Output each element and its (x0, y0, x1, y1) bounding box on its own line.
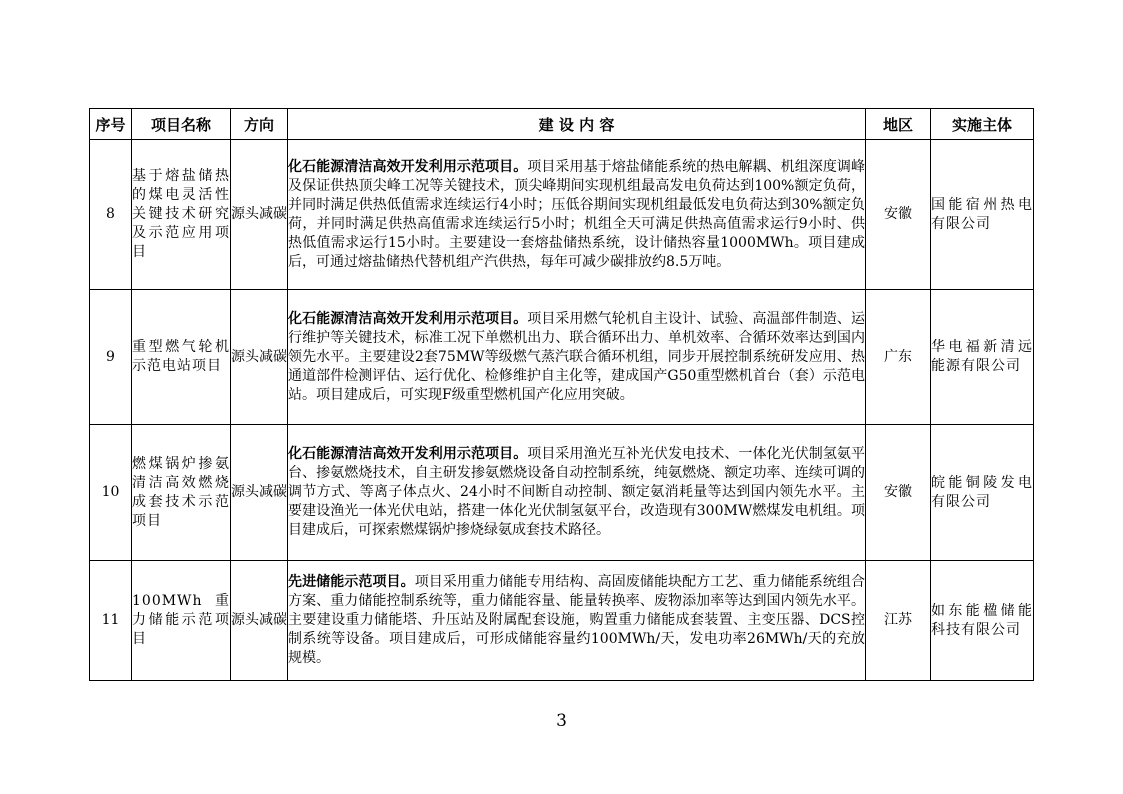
row-project-name: 100MWh重力储能示范项目 (132, 561, 231, 681)
header-seq: 序号 (90, 109, 132, 140)
header-region: 地区 (866, 109, 931, 140)
page-number: 3 (556, 711, 567, 731)
table-row (90, 140, 1034, 290)
content-body: 项目采用基于熔盐储能系统的热电解耦、机组深度调峰及保证供热顶尖峰工况等关键技术，顶尖峰期间实现机组最高发电负荷达到100%额定负荷，并同时满足供热低值需求连续运行4小时；压低谷期间实现机组最低发电负荷达到30%额定负荷，并同时满足供热高值需求连续运行5小时；机组全天可满足供热高值需求运行9小时、供热低值需求运行15小时。主要建设一套熔盐储热系统，设计储热容量1000MWh。项目建成后，可通过熔盐储热代替机组产汽供热，每年可减少碳排放约8.5万吨。 (288, 158, 866, 270)
row-region: 江苏 (866, 561, 931, 681)
row-direction: 源头减碳 (231, 140, 288, 290)
row-direction: 源头减碳 (231, 425, 288, 561)
content-body: 项目采用渔光互补光伏发电技术、一体化光伏制氢氨平台、掺氨燃烧技术，自主研发掺氨燃烧设备自动控制系统，纯氨燃烧、额定功率、连续可调的调节方式、等离子体点火、24小时不间断自动控制、额定氨消耗量等达到国内领先水平。主要建设渔光一体光伏电站，搭建一体化光伏制氢氨平台，改造现有300MW燃煤发电机组。项目建成后，可探索燃煤锅炉掺烧绿氨成套技术路径。 (288, 446, 866, 538)
row-region: 安徽 (866, 425, 931, 561)
row-seq: 9 (90, 290, 132, 425)
row-direction: 源头减碳 (231, 561, 288, 681)
header-entity: 实施主体 (931, 109, 1034, 140)
row-content (288, 561, 866, 681)
row-entity: 国能宿州热电有限公司 (931, 140, 1034, 290)
content-lead: 化石能源清洁高效开发利用示范项目。 (288, 446, 528, 462)
row-region: 安徽 (866, 140, 931, 290)
header-name: 项目名称 (132, 109, 231, 140)
row-content (288, 290, 866, 425)
row-seq: 8 (90, 140, 132, 290)
row-project-name: 基于熔盐储热的煤电灵活性关键技术研究及示范应用项目 (132, 140, 231, 290)
row-seq: 11 (90, 561, 132, 681)
row-direction: 源头减碳 (231, 290, 288, 425)
project-table (89, 108, 1034, 681)
row-seq: 10 (90, 425, 132, 561)
content-lead: 先进储能示范项目。 (288, 574, 415, 590)
row-entity: 华电福新清远能源有限公司 (931, 290, 1034, 425)
content-body: 项目采用燃气轮机自主设计、试验、高温部件制造、运行维护等关键技术，标准工况下单燃机出力、联合循环出力、单机效率、合循环效率达到国内领先水平。主要建设2套75MW等级燃气蒸汽联合循环机组，同步开展控制系统研发应用、热通道部件检测评估、运行优化、检修维护自主化等，建成国产G50重型燃机首台（套）示范电站。项目建成后，可实现F级重型燃机国产化应用突破。 (288, 310, 866, 403)
row-content (288, 425, 866, 561)
table-row (90, 561, 1034, 681)
content-body: 项目采用重力储能专用结构、高固废储能块配方工艺、重力储能系统组合方案、重力储能控制系统等，重力储能容量、能量转换率、废物添加率等达到国内领先水平。主要建设重力储能塔、升压站及附属配套设施，购置重力储能成套装置、主变压器、DCS控制系统等设备。项目建成后，可形成储能容量约100MWh/天，发电功率26MWh/天的充放规模。 (288, 574, 866, 666)
row-project-name: 重型燃气轮机示范电站项目 (132, 290, 231, 425)
content-lead: 化石能源清洁高效开发利用示范项目。 (288, 158, 528, 175)
row-entity: 皖能铜陵发电有限公司 (931, 425, 1034, 561)
header-direction: 方向 (231, 109, 288, 140)
row-project-name: 燃煤锅炉掺氨清洁高效燃烧成套技术示范项目 (132, 425, 231, 561)
row-region: 广东 (866, 290, 931, 425)
content-lead: 化石能源清洁高效开发利用示范项目。 (288, 310, 528, 327)
row-content (288, 140, 866, 290)
row-entity: 如东能楹储能科技有限公司 (931, 561, 1034, 681)
table-row (90, 290, 1034, 425)
header-content: 建 设 内 容 (288, 109, 866, 140)
header-row (90, 109, 1034, 140)
table-row (90, 425, 1034, 561)
